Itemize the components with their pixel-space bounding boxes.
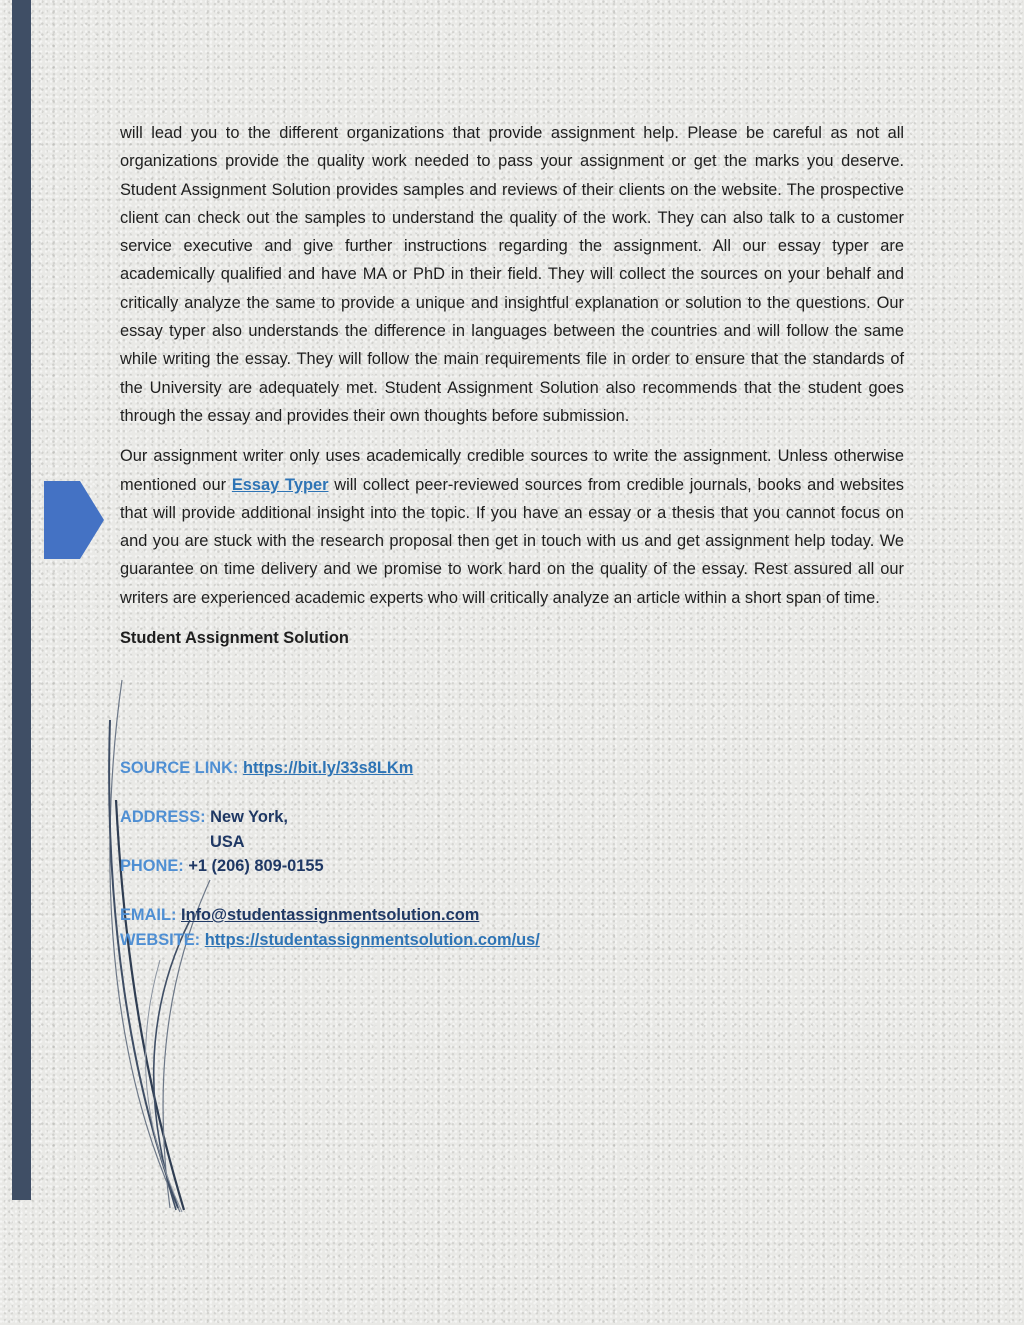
essay-typer-link[interactable]: Essay Typer [231, 475, 329, 494]
website-link[interactable]: https://studentassignmentsolution.com/us/ [204, 930, 540, 949]
phone-label: PHONE: [120, 857, 184, 875]
source-link-url[interactable]: https://bit.ly/33s8LKm [242, 759, 414, 777]
address-country: USA [210, 832, 245, 851]
phone-line [120, 854, 904, 879]
website-label: WEBSITE: [120, 930, 201, 949]
signature: Student Assignment Solution [120, 629, 349, 648]
contact-block [120, 805, 904, 879]
phone-value: +1 (206) 809-0155 [188, 857, 324, 875]
left-accent-bar [12, 0, 31, 1200]
body-text [120, 119, 904, 652]
email-label: EMAIL: [120, 906, 177, 924]
source-link-label: SOURCE LINK: [120, 759, 239, 777]
web-block [120, 903, 904, 952]
address-line [120, 805, 904, 830]
address-city: New York, [210, 808, 288, 826]
email-link[interactable]: Info@studentassignmentsolution.com [181, 906, 480, 924]
address-label: ADDRESS: [120, 808, 206, 826]
paragraph-2-lead: Our assignment writer only uses academically credible sources to write the assignment. Unless otherwise mentioned our [120, 447, 904, 494]
source-link-line [120, 756, 904, 781]
paragraph-2-rest: will collect peer-reviewed sources from credible journals, books and websites that will provide additional insight into the topic. If you have an essay or a thesis that you cannot focus on and you are stuck with the research proposal then get in touch with us and get assignment help today. We guarantee on time delivery and we promise to work hard on the quality of the essay. Rest assured all our writers are experienced academic experts who will critically analyze an article within a short span of time. [120, 475, 905, 607]
email-line [120, 903, 904, 928]
pentagon-arrow-icon [44, 481, 104, 559]
paragraph-2 [120, 442, 904, 612]
paragraph-1: will lead you to the different organizations that provide assignment help. Please be careful as not all organizations provide the quality work needed to pass your assignment or get the marks you deserve. Student Assignment Solution provides samples and reviews of their clients on the website. The prospective client can check out the samples to understand the quality of the work. They can also talk to a customer service executive and give further instructions regarding the assignment. All our essay typer are academically qualified and have MA or PhD in their field. They will collect the sources on your behalf and critically analyze the same to provide a unique and insightful explanation or solution to the questions. Our essay typer also understands the difference in languages between the countries and will follow the same while writing the essay. They will follow the main requirements file in order to ensure that the standards of the University are adequately met. Student Assignment Solution also recommends that the student goes through the essay and provides their own thoughts before submission. [120, 124, 904, 425]
website-line [120, 928, 904, 953]
